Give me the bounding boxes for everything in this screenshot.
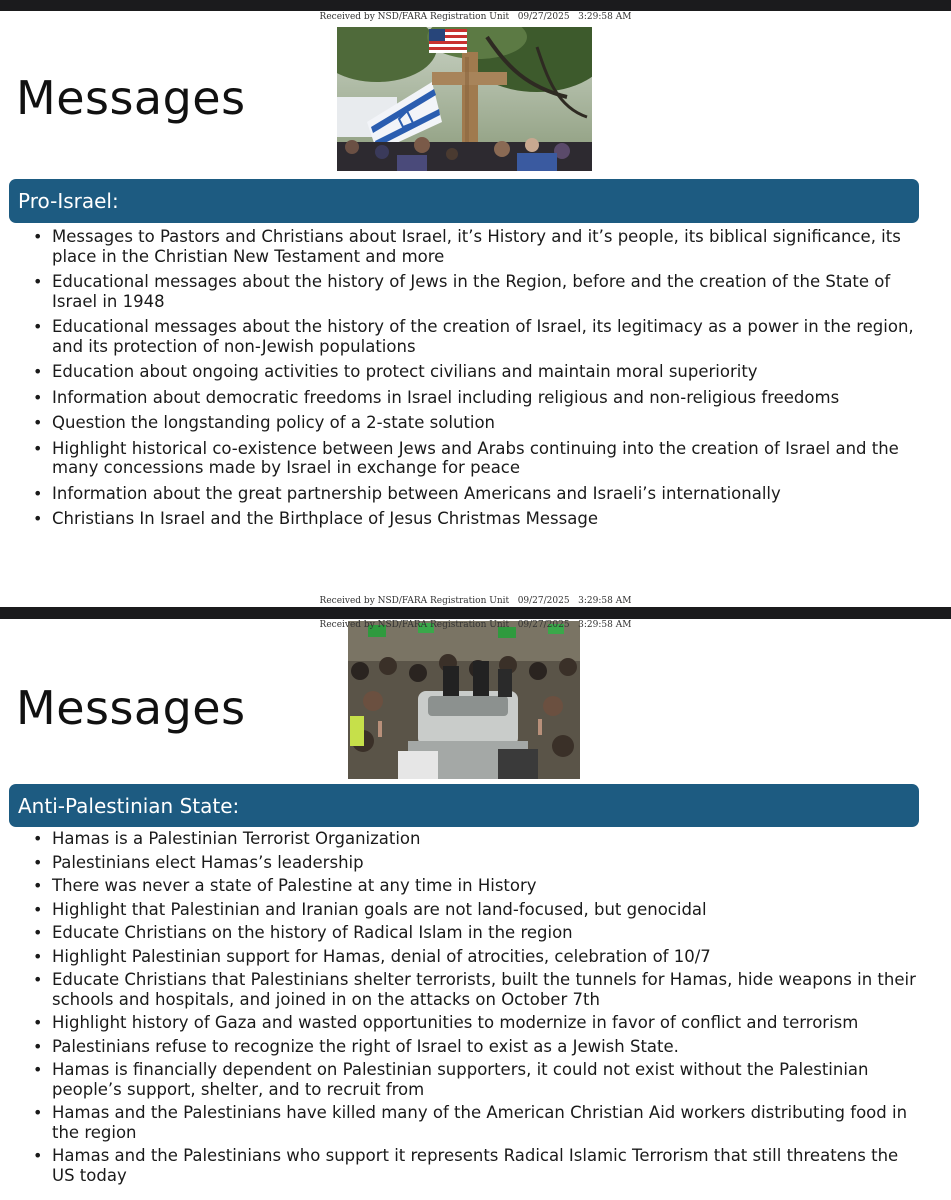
- list-item: • Information about the great partnership between Americans and Israeli’s internationally: [33, 484, 923, 504]
- list-item: • Educate Christians on the history of Radical Islam in the region: [33, 923, 923, 943]
- list-item: • Highlight Palestinian support for Hamas, denial of atrocities, celebration of 10/7: [33, 947, 923, 967]
- list-item: • There was never a state of Palestine at any time in History: [33, 876, 923, 896]
- top-dark-bar: [0, 0, 951, 11]
- pro-israel-bullet-list: [33, 227, 923, 529]
- section-banner-anti-palestinian-state: Anti-Palestinian State:: [9, 784, 919, 827]
- fara-stamp: Received by NSD/FARA Registration Unit 09/27/2025 3:29:58 AM: [319, 596, 632, 606]
- list-item: • Christians In Israel and the Birthplace of Jesus Christmas Message: [33, 509, 923, 529]
- list-item: • Information about democratic freedoms in Israel including religious and non-religious freedoms: [33, 388, 923, 408]
- list-item: • Hamas is a Palestinian Terrorist Organization: [33, 829, 923, 849]
- fara-stamp: Received by NSD/FARA Registration Unit 09/27/2025 3:29:58 AM: [319, 12, 632, 22]
- list-item: • Education about ongoing activities to protect civilians and maintain moral superiority: [33, 362, 923, 382]
- list-item: • Educational messages about the history of the creation of Israel, its legitimacy as a power in the region, and its protection of non-Jewish populations: [33, 317, 923, 356]
- section-banner-pro-israel: Pro-Israel:: [9, 179, 919, 223]
- list-item: • Educate Christians that Palestinians shelter terrorists, built the tunnels for Hamas, hide weapons in their schools and hospitals, and joined in on the attacks on October 7th: [33, 970, 923, 1009]
- list-item: • Palestinians elect Hamas’s leadership: [33, 853, 923, 873]
- list-item: • Highlight history of Gaza and wasted opportunities to modernize in favor of conflict and terrorism: [33, 1013, 923, 1033]
- list-item: • Messages to Pastors and Christians about Israel, it’s History and it’s people, its biblical significance, its place in the Christian New Testament and more: [33, 227, 923, 266]
- fara-stamp: Received by NSD/FARA Registration Unit 09/27/2025 3:29:58 AM: [319, 620, 632, 630]
- slide-pro-israel: [0, 11, 951, 596]
- list-item: • Hamas is financially dependent on Palestinian supporters, it could not exist without the Palestinian people’s support, shelter, and to recruit from: [33, 1060, 923, 1099]
- crowd-photo: [348, 621, 580, 779]
- slide-separator-bar: [0, 607, 951, 619]
- page-title: Messages: [16, 681, 246, 735]
- list-item: • Highlight historical co-existence between Jews and Arabs continuing into the creation of Israel and the many concessions made by Israel in exchange for peace: [33, 439, 923, 478]
- slide-anti-palestinian-state: [0, 619, 951, 1200]
- anti-palestinian-bullet-list: [33, 829, 923, 1185]
- list-item: • Palestinians refuse to recognize the right of Israel to exist as a Jewish State.: [33, 1037, 923, 1057]
- list-item: • Hamas and the Palestinians have killed many of the American Christian Aid workers distributing food in the region: [33, 1103, 923, 1142]
- rally-photo: [337, 27, 592, 171]
- list-item: • Highlight that Palestinian and Iranian goals are not land-focused, but genocidal: [33, 900, 923, 920]
- list-item: • Question the longstanding policy of a 2-state solution: [33, 413, 923, 433]
- list-item: • Hamas and the Palestinians who support it represents Radical Islamic Terrorism that still threatens the US today: [33, 1146, 923, 1185]
- page-title: Messages: [16, 71, 246, 125]
- list-item: • Educational messages about the history of Jews in the Region, before and the creation of the State of Israel in 1948: [33, 272, 923, 311]
